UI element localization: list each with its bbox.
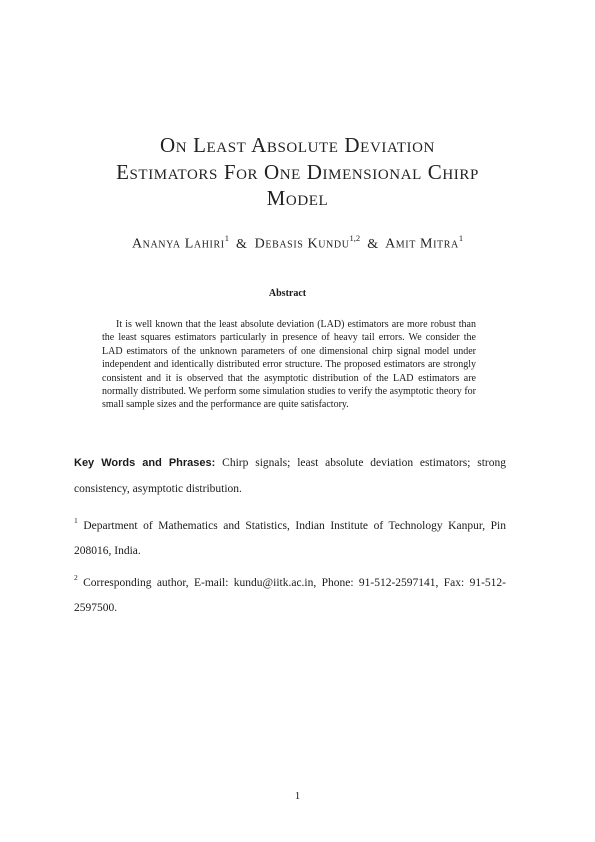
affiliation-mark-2: 2 [74, 573, 78, 582]
author-name-1: Ananya Lahiri [131, 236, 225, 252]
affiliation-text-2: Corresponding author, E-mail: kundu@iitk.ac.in, Phone: 91-512-2597141, Fax: 91-512-2597500. [74, 576, 506, 615]
author-mark-2: 1,2 [349, 233, 361, 243]
author-list [60, 234, 535, 253]
title-line-2: Estimators For One Dimensional Chirp [116, 159, 479, 184]
keywords-section [74, 451, 506, 502]
affiliation-1 [74, 509, 506, 565]
keywords-label: Key Words and Phrases: [74, 457, 216, 469]
author-separator-2: & [367, 236, 379, 252]
affiliation-mark-1: 1 [74, 516, 78, 525]
author-separator-1: & [236, 236, 248, 252]
author-name-3: Amit Mitra [385, 236, 459, 252]
keywords-text: Chirp signals; least absolute deviation estimators; strong consistency, asymptotic distribution. [74, 457, 506, 495]
abstract-text: It is well known that the least absolute deviation (LAD) estimators are more robust than the least squares estimators particularly in presence of heavy tail errors. We consider the LAD estimators of the unknown parameters of one dimensional chirp signal model under independent and identically distributed error structure. The proposed estimators are strongly consistent and it is observed that the asymptotic distribution of the LAD estimators are normally distributed. We perform some simulation studies to verify the asymptotic theory for small sample sizes and the performance are quite satisfactory. [102, 319, 476, 411]
page-number: 1 [294, 790, 301, 802]
title-line-1: On Least Absolute Deviation [160, 133, 435, 157]
title-line-3: Model [266, 186, 329, 210]
affiliation-text-1: Department of Mathematics and Statistics, Indian Institute of Technology Kanpur, Pin 208016, India. [74, 519, 506, 558]
author-mark-1: 1 [224, 233, 229, 243]
abstract-heading: Abstract [268, 288, 307, 299]
author-name-2: Debasis Kundu [254, 236, 350, 252]
author-mark-3: 1 [458, 233, 464, 243]
paper-title [60, 132, 535, 212]
affiliation-2 [74, 566, 506, 622]
